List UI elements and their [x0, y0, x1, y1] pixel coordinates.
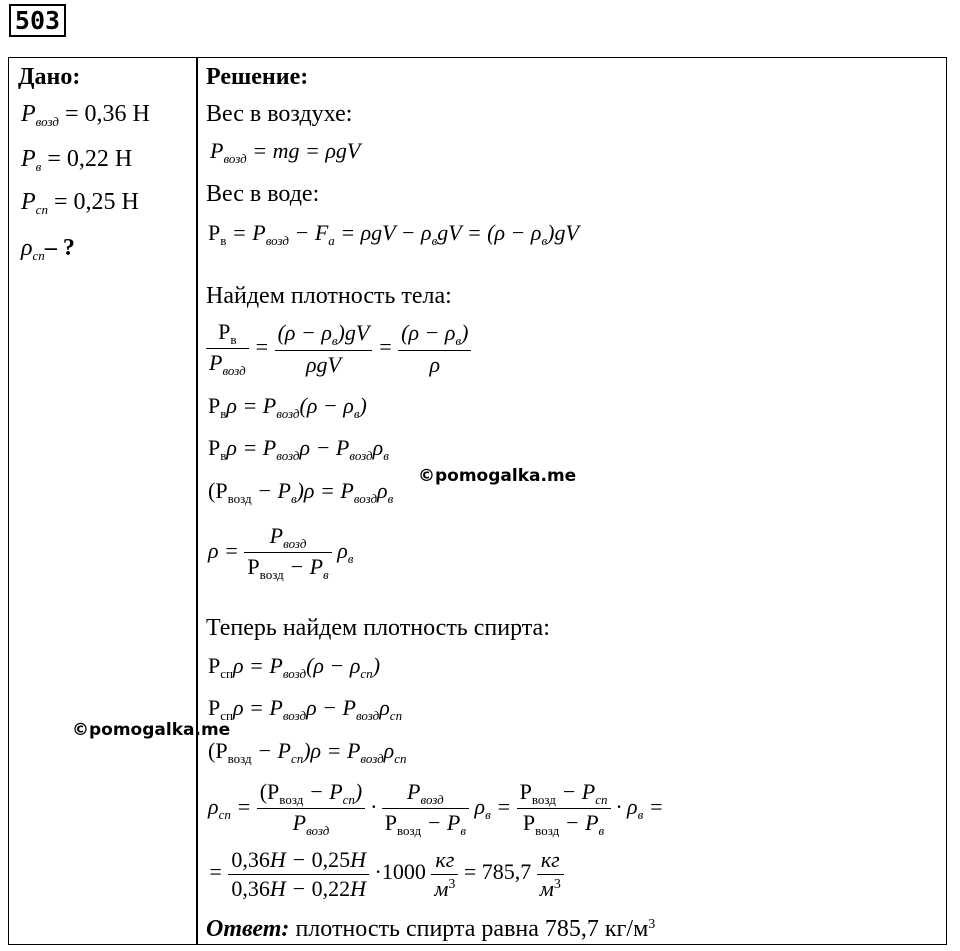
given-weight-air: $P_{возд} = 0,36$ Н [21, 101, 150, 129]
formula-numeric-result: = $\frac{0,36H - 0,25H}{0,36H - 0,22H}$ ·1000 $\frac{кг}{м^3}$ = 785,7 $\frac{кг}{м^3}$ [208, 846, 564, 902]
formula-step-1: $Р_в\rho = P_{возд}(\rho - \rho_в)$ [208, 393, 367, 421]
formula-step-3: $(Р_{возд} - P_в)\rho = P_{возд}\rho_в$ [208, 478, 394, 506]
given-weight-water: $P_в = 0,22$ Н [21, 146, 133, 174]
formula-density-ratio: $\frac{Р_в}{P_{возд}}$ = $\frac{(\rho - \rho_в)gV}{\text{ρgV}}$ = $\frac{(\rho - \rho_в)}{\rho}$ [206, 318, 471, 380]
find-alcohol-density-label: Теперь найдем плотность спирта: [206, 615, 550, 641]
weight-in-water-label: Вес в воде: [206, 181, 320, 207]
formula-alcohol-step-3: $(Р_{возд} - P_{сп})\rho = P_{возд}\rho_{сп}$ [208, 738, 407, 766]
formula-alcohol-step-2: $Р_{сп}\rho = P_{возд}\rho - P_{возд}\rho_{сп}$ [208, 695, 403, 723]
given-unknown-density: $\rho_{сп}-$ ? [21, 235, 75, 263]
formula-weight-air: $P_{возд}$ = mg = ρgV [210, 138, 361, 166]
problem-number: 503 [9, 4, 66, 37]
given-weight-alcohol: $P_{сп} = 0,25$ Н [21, 189, 139, 217]
formula-alcohol-step-1: $Р_{сп}\rho = P_{возд}(\rho - \rho_{сп})$ [208, 653, 381, 681]
formula-step-2: $Р_в\rho = P_{возд}\rho - P_{возд}\rho_в$ [208, 435, 389, 463]
find-body-density-label: Найдем плотность тела: [206, 283, 452, 309]
answer-line: Ответ: плотность спирта равна 785,7 $кг/м^3$ [206, 916, 656, 942]
formula-body-density: ρ = $\frac{P_{возд}}{Р_{возд} - P_в}$ $\rho_в$ [208, 523, 354, 583]
watermark-1: ©pomogalka.me [418, 466, 577, 486]
formula-alcohol-density: $\rho_{сп}$ = $\frac{(Р_{возд} - P_{сп})}{P_{возд}}$ · $\frac{P_{возд}}{Р_{возд} - P_в}$ $\rho_в$ = $\frac{Р_{возд} - P_{сп}}{Р_{возд} - P_в}$ · $\rho_в$ = [208, 779, 664, 839]
watermark-2: ©pomogalka.me [72, 720, 231, 740]
solution-header: Решение: [206, 64, 309, 90]
given-header: Дано: [18, 64, 81, 90]
formula-weight-water: $Р_в = P_{возд} - F_a = \rho gV - \rho_вgV = (\rho - \rho_в)gV$ [208, 220, 579, 248]
weight-in-air-label: Вес в воздухе: [206, 101, 353, 127]
column-divider [196, 57, 198, 945]
